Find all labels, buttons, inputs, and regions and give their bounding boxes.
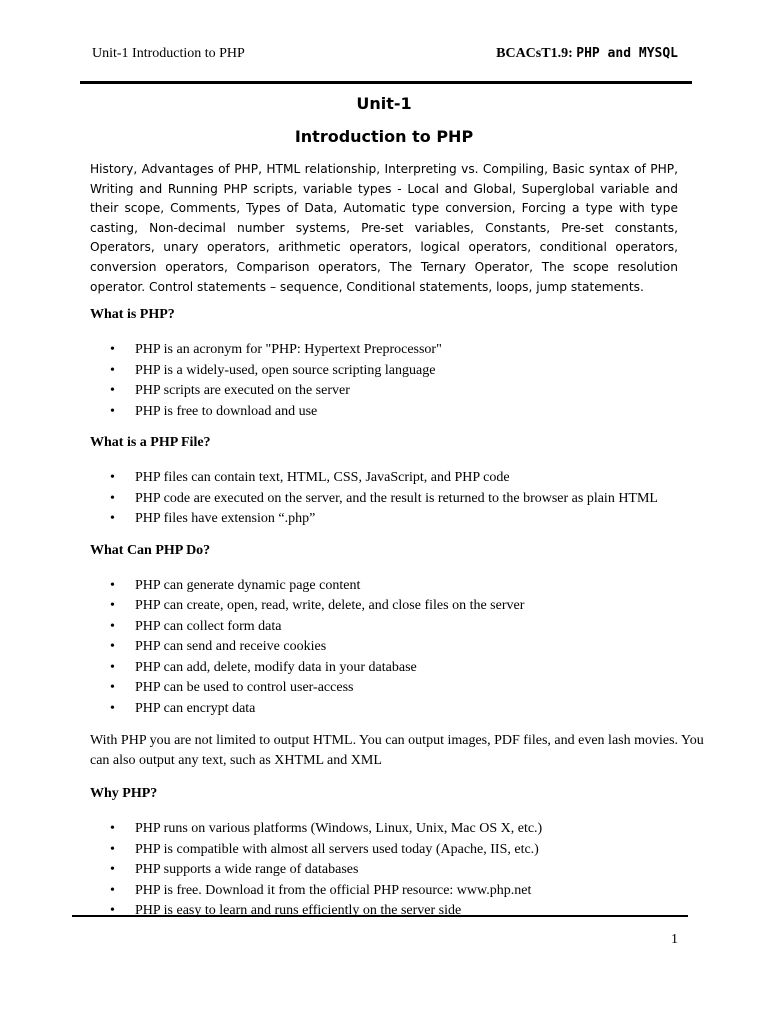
list-item	[90, 381, 710, 402]
footer-rule	[72, 915, 688, 917]
list-item-text: PHP files can contain text, HTML, CSS, JavaScript, and PHP code	[135, 470, 510, 485]
bullet-icon: •	[110, 470, 115, 485]
list-item-text: PHP code are executed on the server, and the result is returned to the browser as plain HTML	[135, 490, 658, 506]
list-item-text: PHP can create, open, read, write, delete, and close files on the server	[135, 598, 525, 613]
list-item	[90, 840, 710, 861]
section-why-php	[90, 785, 710, 922]
list-item	[90, 617, 710, 638]
list-item	[90, 509, 710, 530]
bullet-icon: •	[110, 403, 115, 419]
syllabus-paragraph: History, Advantages of PHP, HTML relationship, Interpreting vs. Compiling, Basic syntax of PHP, Writing and Running PHP scripts, variable types - Local and Global, Superglobal variable and their scope, Comments, Types of Data, Automatic type conversion, Forcing a type with type casting, Non-decimal number systems, Pre-set variables, Constants, Pre-set constants, Operators, unary operators, arithmetic operators, logical operators, conditional operators, conversion operators, Comparison operators, The Ternary Operator, The scope resolution operator. Control statements – sequence, Conditional statements, loops, jump statements.	[90, 162, 678, 294]
page-header	[92, 46, 678, 66]
list-item	[90, 860, 710, 881]
bullet-icon: •	[110, 841, 115, 857]
list-item	[90, 576, 710, 597]
list-item	[90, 468, 710, 489]
list-item	[90, 699, 710, 720]
section-heading: What is a PHP File?	[90, 435, 211, 450]
page-title: Introduction to PHP	[294, 127, 474, 146]
bullet-list	[90, 819, 710, 922]
list-item-text: PHP can add, delete, modify data in your database	[135, 659, 417, 675]
list-item-text: PHP is compatible with almost all servers used today (Apache, IIS, etc.)	[135, 841, 539, 857]
list-item	[90, 596, 710, 617]
list-item	[90, 658, 710, 679]
section-heading: Why PHP?	[90, 786, 158, 801]
section-heading: What is PHP?	[90, 307, 175, 322]
bullet-icon: •	[110, 821, 115, 836]
list-item-text: PHP files have extension “.php”	[135, 511, 316, 526]
bullet-icon: •	[110, 362, 115, 378]
list-item-text: PHP can be used to control user-access	[135, 680, 354, 695]
bullet-icon: •	[110, 598, 115, 613]
list-item-text: PHP is free. Download it from the official PHP resource: www.php.net	[135, 882, 532, 898]
list-item-text: PHP can encrypt data	[135, 700, 256, 716]
header-chapter-title: Unit-1 Introduction to PHP	[92, 46, 245, 61]
section-heading: What Can PHP Do?	[90, 542, 211, 558]
list-item	[90, 678, 710, 699]
header-course	[496, 46, 678, 62]
document-body	[90, 306, 710, 934]
bullet-icon: •	[110, 700, 115, 716]
bullet-icon: •	[110, 577, 115, 593]
bullet-icon: •	[110, 882, 115, 898]
bullet-icon: •	[110, 680, 115, 695]
bullet-icon: •	[110, 903, 115, 918]
list-item-text: PHP runs on various platforms (Windows, Linux, Unix, Mac OS X, etc.)	[135, 821, 543, 836]
bullet-icon: •	[110, 383, 115, 398]
list-item	[90, 637, 710, 658]
header-course-subject: PHP and MYSQL	[576, 46, 678, 61]
list-item-text: PHP can generate dynamic page content	[135, 577, 361, 593]
bullet-icon: •	[110, 342, 115, 357]
section-what-can-php-do	[90, 542, 710, 772]
list-item-text: PHP supports a wide range of databases	[135, 862, 359, 877]
list-item-text: PHP is a widely-used, open source scripting language	[135, 362, 436, 378]
page-number: 1	[671, 932, 678, 947]
bullet-list	[90, 340, 710, 422]
list-item	[90, 881, 710, 902]
list-item-text: PHP can collect form data	[135, 618, 282, 634]
list-item-text: PHP is free to download and use	[135, 403, 318, 419]
list-item	[90, 901, 710, 922]
bullet-icon: •	[110, 862, 115, 877]
list-item-text: PHP is easy to learn and runs efficiently on the server side	[135, 903, 462, 918]
bullet-icon: •	[110, 659, 115, 675]
unit-title: Unit-1	[356, 94, 412, 113]
list-item-text: PHP is an acronym for "PHP: Hypertext Preprocessor"	[135, 342, 442, 357]
section-what-is-a-php-file	[90, 434, 710, 530]
bullet-list	[90, 576, 710, 720]
bullet-icon: •	[110, 511, 115, 526]
list-item	[90, 819, 710, 840]
bullet-icon: •	[110, 490, 115, 506]
list-item	[90, 361, 710, 382]
bullet-icon: •	[110, 618, 115, 634]
body-paragraph: With PHP you are not limited to output HTML. You can output images, PDF files, and even lash movies. You can also output any text, such as XHTML and XML	[90, 733, 704, 768]
list-item	[90, 489, 710, 510]
list-item	[90, 340, 710, 361]
bullet-list	[90, 468, 710, 530]
list-item-text: PHP scripts are executed on the server	[135, 383, 350, 398]
list-item-text: PHP can send and receive cookies	[135, 639, 327, 654]
section-what-is-php	[90, 306, 710, 422]
list-item	[90, 402, 710, 423]
header-course-code: BCACsT1.9:	[496, 46, 573, 61]
bullet-icon: •	[110, 639, 115, 654]
header-rule	[80, 81, 692, 84]
